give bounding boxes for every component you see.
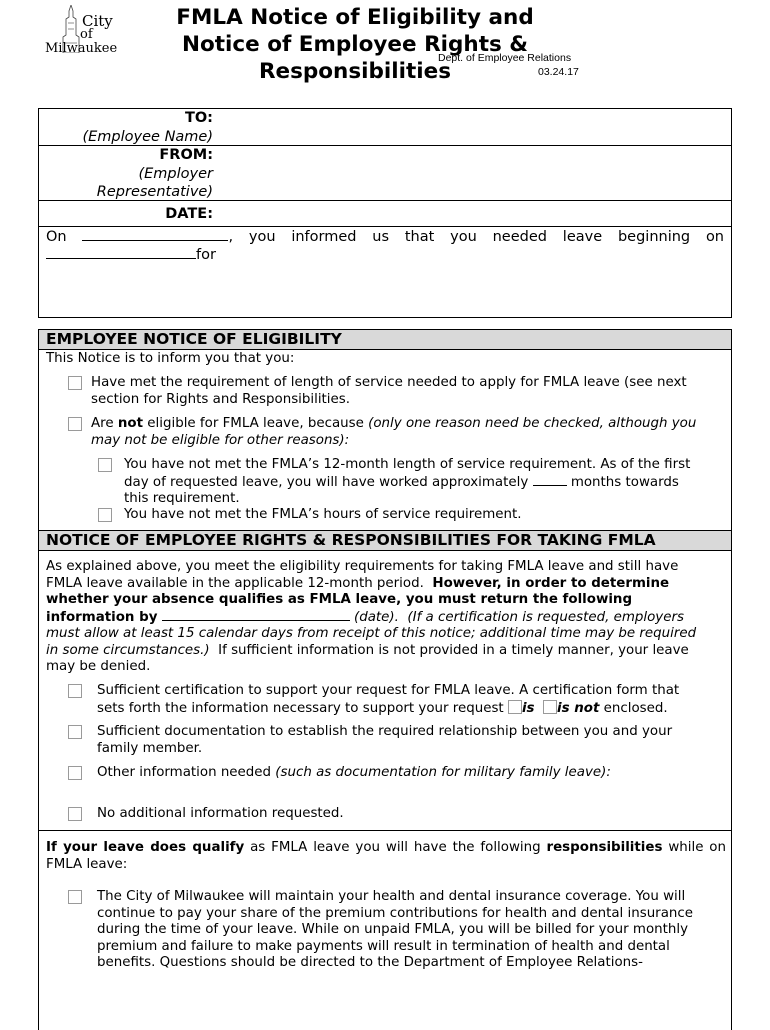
months-blank[interactable] bbox=[533, 474, 567, 486]
checkbox-certification[interactable] bbox=[68, 684, 82, 698]
logo-city-text: City bbox=[82, 12, 113, 30]
divider bbox=[38, 830, 732, 831]
date-field[interactable] bbox=[220, 202, 725, 224]
logo-milwaukee-text: Milwaukee bbox=[45, 41, 118, 56]
rights-paragraph: As explained above, you meet the eligibility requirements for taking FMLA leave and still have FMLA leave available in the applicable 12-month period. However, in order to determine whether your absence qualifies as FMLA leave, you must return the following information by (date). (If a certification is requested, employers must allow at least 15 calendar days from receipt of this notice; additional time may be required in some circumstances.) If sufficient information is not provided in a timely manner, your leave may be denied. bbox=[46, 559, 697, 674]
checkbox-met-requirement[interactable] bbox=[68, 376, 82, 390]
from-label: FROM: (Employer Representative) bbox=[96, 147, 213, 200]
checkbox-no-additional-info[interactable] bbox=[68, 807, 82, 821]
divider bbox=[38, 226, 732, 227]
page-title bbox=[155, 4, 555, 85]
from-field[interactable] bbox=[220, 147, 725, 199]
checkbox-not-eligible[interactable] bbox=[68, 417, 82, 431]
divider bbox=[38, 550, 732, 551]
checkbox-relationship-docs[interactable] bbox=[68, 725, 82, 739]
leave-reason-blank[interactable] bbox=[46, 246, 196, 259]
to-label: TO: (Employee Name) bbox=[82, 110, 213, 145]
request-date-blank[interactable] bbox=[82, 228, 228, 241]
checkbox-length-of-service[interactable] bbox=[98, 458, 112, 472]
rights-heading: NOTICE OF EMPLOYEE RIGHTS & RESPONSIBILITIES FOR TAKING FMLA bbox=[39, 531, 731, 550]
date-label: DATE: bbox=[165, 206, 213, 222]
other-info-text: Other information needed (such as documentation for military family leave): bbox=[97, 765, 611, 780]
checkbox-form-is-not[interactable] bbox=[543, 700, 557, 714]
logo-of-text: of bbox=[80, 27, 93, 42]
relationship-docs-text: Sufficient documentation to establish the required relationship between you and your family member. bbox=[97, 724, 673, 756]
not-eligible-text: Are not eligible for FMLA leave, because (only one reason need be checked, although you may not be eligible for other reasons): bbox=[91, 416, 697, 448]
title-line-2: Notice of Employee Rights & bbox=[181, 32, 529, 57]
title-line-3: Responsibilities bbox=[258, 59, 452, 84]
checkbox-other-info[interactable] bbox=[68, 766, 82, 780]
met-requirement-text: Have met the requirement of length of service needed to apply for FMLA leave (see next section for Rights and Responsibilities. bbox=[91, 375, 687, 407]
certification-text: Sufficient certification to support your request for FMLA leave. A certification form that sets forth the information necessary to support your request is is not enclosed. bbox=[97, 683, 680, 716]
no-additional-info-text: No additional information requested. bbox=[97, 806, 344, 821]
eligibility-heading: EMPLOYEE NOTICE OF ELIGIBILITY bbox=[39, 330, 731, 349]
insurance-text: The City of Milwaukee will maintain your health and dental insurance coverage. You will continue to pay your share of the premium contributions for health and dental insurance during the time of your leave. While on unpaid FMLA, you will be billed for your monthly premium and failure to make payments will result in termination of health and dental benefits. Questions should be directed to the Department of Employee Relations- bbox=[97, 889, 693, 970]
return-by-date-blank[interactable] bbox=[162, 609, 350, 621]
for-line: for bbox=[46, 246, 216, 264]
title-line-1: FMLA Notice of Eligibility and bbox=[176, 5, 534, 30]
divider bbox=[38, 349, 732, 350]
length-of-service-text: You have not met the FMLA’s 12-month length of service requirement. As of the first day of requested leave, you will have worked approximately months towards this requirement. bbox=[124, 457, 691, 506]
to-field[interactable] bbox=[220, 110, 725, 144]
informed-statement: On , you informed us that you needed leave beginning on bbox=[46, 229, 725, 245]
checkbox-form-is[interactable] bbox=[508, 700, 522, 714]
hours-of-service-text: You have not met the FMLA’s hours of service requirement. bbox=[124, 507, 522, 522]
checkbox-insurance[interactable] bbox=[68, 890, 82, 904]
eligibility-intro: This Notice is to inform you that you: bbox=[46, 351, 295, 366]
qualify-paragraph: If your leave does qualify as FMLA leave you will have the following responsibilities while on FMLA leave: bbox=[46, 840, 726, 872]
department-label: Dept. of Employee Relations bbox=[438, 52, 572, 64]
checkbox-hours-of-service[interactable] bbox=[98, 508, 112, 522]
revision-date: 03.24.17 bbox=[538, 66, 579, 78]
